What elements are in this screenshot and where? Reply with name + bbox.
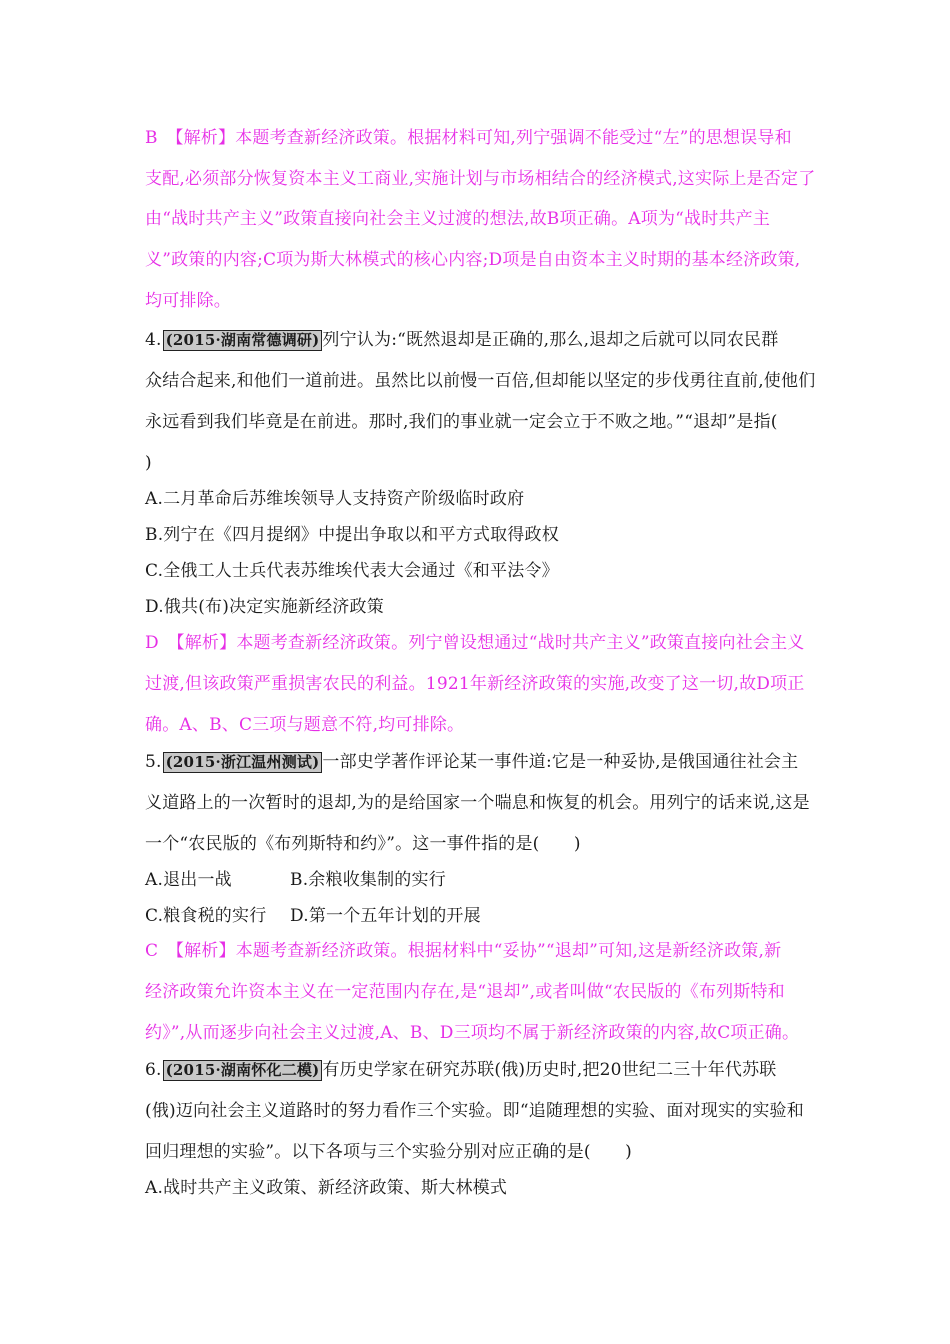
q4-option-b: B.列宁在《四月提纲》中提出争取以和平方式取得政权 (145, 525, 559, 545)
q4-option-a: A.二月革命后苏维埃领导人支持资产阶级临时政府 (145, 489, 525, 509)
q5-option-d: D.第一个五年计划的开展 (290, 906, 481, 926)
question-number: 6. (145, 1060, 162, 1080)
q4-stem-text: 列宁认为:“既然退却是正确的,那么,退却之后就可以同农民群 (322, 330, 779, 350)
q6-option-a: A.战时共产主义政策、新经济政策、斯大林模式 (145, 1178, 508, 1198)
q6-stem-text: 有历史学家在研究苏联(俄)历史时,把20世纪二三十年代苏联 (322, 1060, 777, 1080)
question-number: 4. (145, 330, 162, 350)
q4-stem-line: ) (145, 453, 152, 473)
q3-answer-line: 义”政策的内容;C项为斯大林模式的核心内容;D项是自由资本主义时期的基本经济政策, (145, 250, 801, 270)
q6-stem-line (145, 1059, 777, 1081)
source-tag: (2015·湖南常德调研) (163, 330, 323, 351)
q4-option-d: D.俄共(布)决定实施新经济政策 (145, 597, 384, 617)
q4-option-c: C.全俄工人士兵代表苏维埃代表大会通过《和平法令》 (145, 561, 559, 581)
q5-stem-text: 一部史学著作评论某一事件道:它是一种妥协,是俄国通往社会主 (322, 752, 799, 772)
q3-answer-line: 支配,必须部分恢复资本主义工商业,实施计划与市场相结合的经济模式,这实际上是否定了 (145, 169, 816, 189)
q5-option-b: B.余粮收集制的实行 (290, 870, 446, 890)
q4-stem-line: 众结合起来,和他们一道前进。虽然比以前慢一百倍,但却能以坚定的步伐勇往直前,使他们 (145, 371, 816, 391)
q5-stem-line (145, 751, 798, 773)
q5-stem-line: 一个“农民版的《布列斯特和约》”。这一事件指的是( ) (145, 834, 581, 854)
q3-answer-line: 均可排除。 (145, 291, 231, 311)
q4-answer-line: D 【解析】本题考查新经济政策。列宁曾设想通过“战时共产主义”政策直接向社会主义 (145, 633, 805, 653)
q5-option-a: A.退出一战 (145, 870, 232, 890)
q3-answer-line: B 【解析】本题考查新经济政策。根据材料可知,列宁强调不能受过“左”的思想误导和 (145, 128, 792, 148)
q5-answer-line: C 【解析】本题考查新经济政策。根据材料中“妥协”“退却”可知,这是新经济政策,新 (145, 941, 782, 961)
q4-answer-line: 确。A、B、C三项与题意不符,均可排除。 (145, 715, 465, 735)
q6-stem-line: 回归理想的实验”。以下各项与三个实验分别对应正确的是( ) (145, 1142, 632, 1162)
question-number: 5. (145, 752, 162, 772)
q5-answer-line: 约》”,从而逐步向社会主义过渡,A、B、D三项均不属于新经济政策的内容,故C项正确。 (145, 1023, 800, 1043)
q5-option-c: C.粮食税的实行 (145, 906, 267, 926)
q5-options-row (145, 869, 232, 891)
q6-stem-line: (俄)迈向社会主义道路时的努力看作三个实验。即“追随理想的实验、面对现实的实验和 (145, 1101, 804, 1121)
q3-answer-line: 由“战时共产主义”政策直接向社会主义过渡的想法,故B项正确。A项为“战时共产主 (145, 209, 771, 229)
q4-answer-line: 过渡,但该政策严重损害农民的利益。1921年新经济政策的实施,改变了这一切,故D项正 (145, 674, 805, 694)
q5-stem-line: 义道路上的一次暂时的退却,为的是给国家一个喘息和恢复的机会。用列宁的话来说,这是 (145, 793, 810, 813)
source-tag: (2015·湖南怀化二模) (163, 1060, 323, 1081)
q4-stem-line (145, 329, 778, 351)
q4-stem-line: 永远看到我们毕竟是在前进。那时,我们的事业就一定会立于不败之地。”“退却”是指( (145, 412, 778, 432)
source-tag: (2015·浙江温州测试) (163, 752, 323, 773)
q5-answer-line: 经济政策允许资本主义在一定范围内存在,是“退却”,或者叫做“农民版的《布列斯特和 (145, 982, 785, 1002)
